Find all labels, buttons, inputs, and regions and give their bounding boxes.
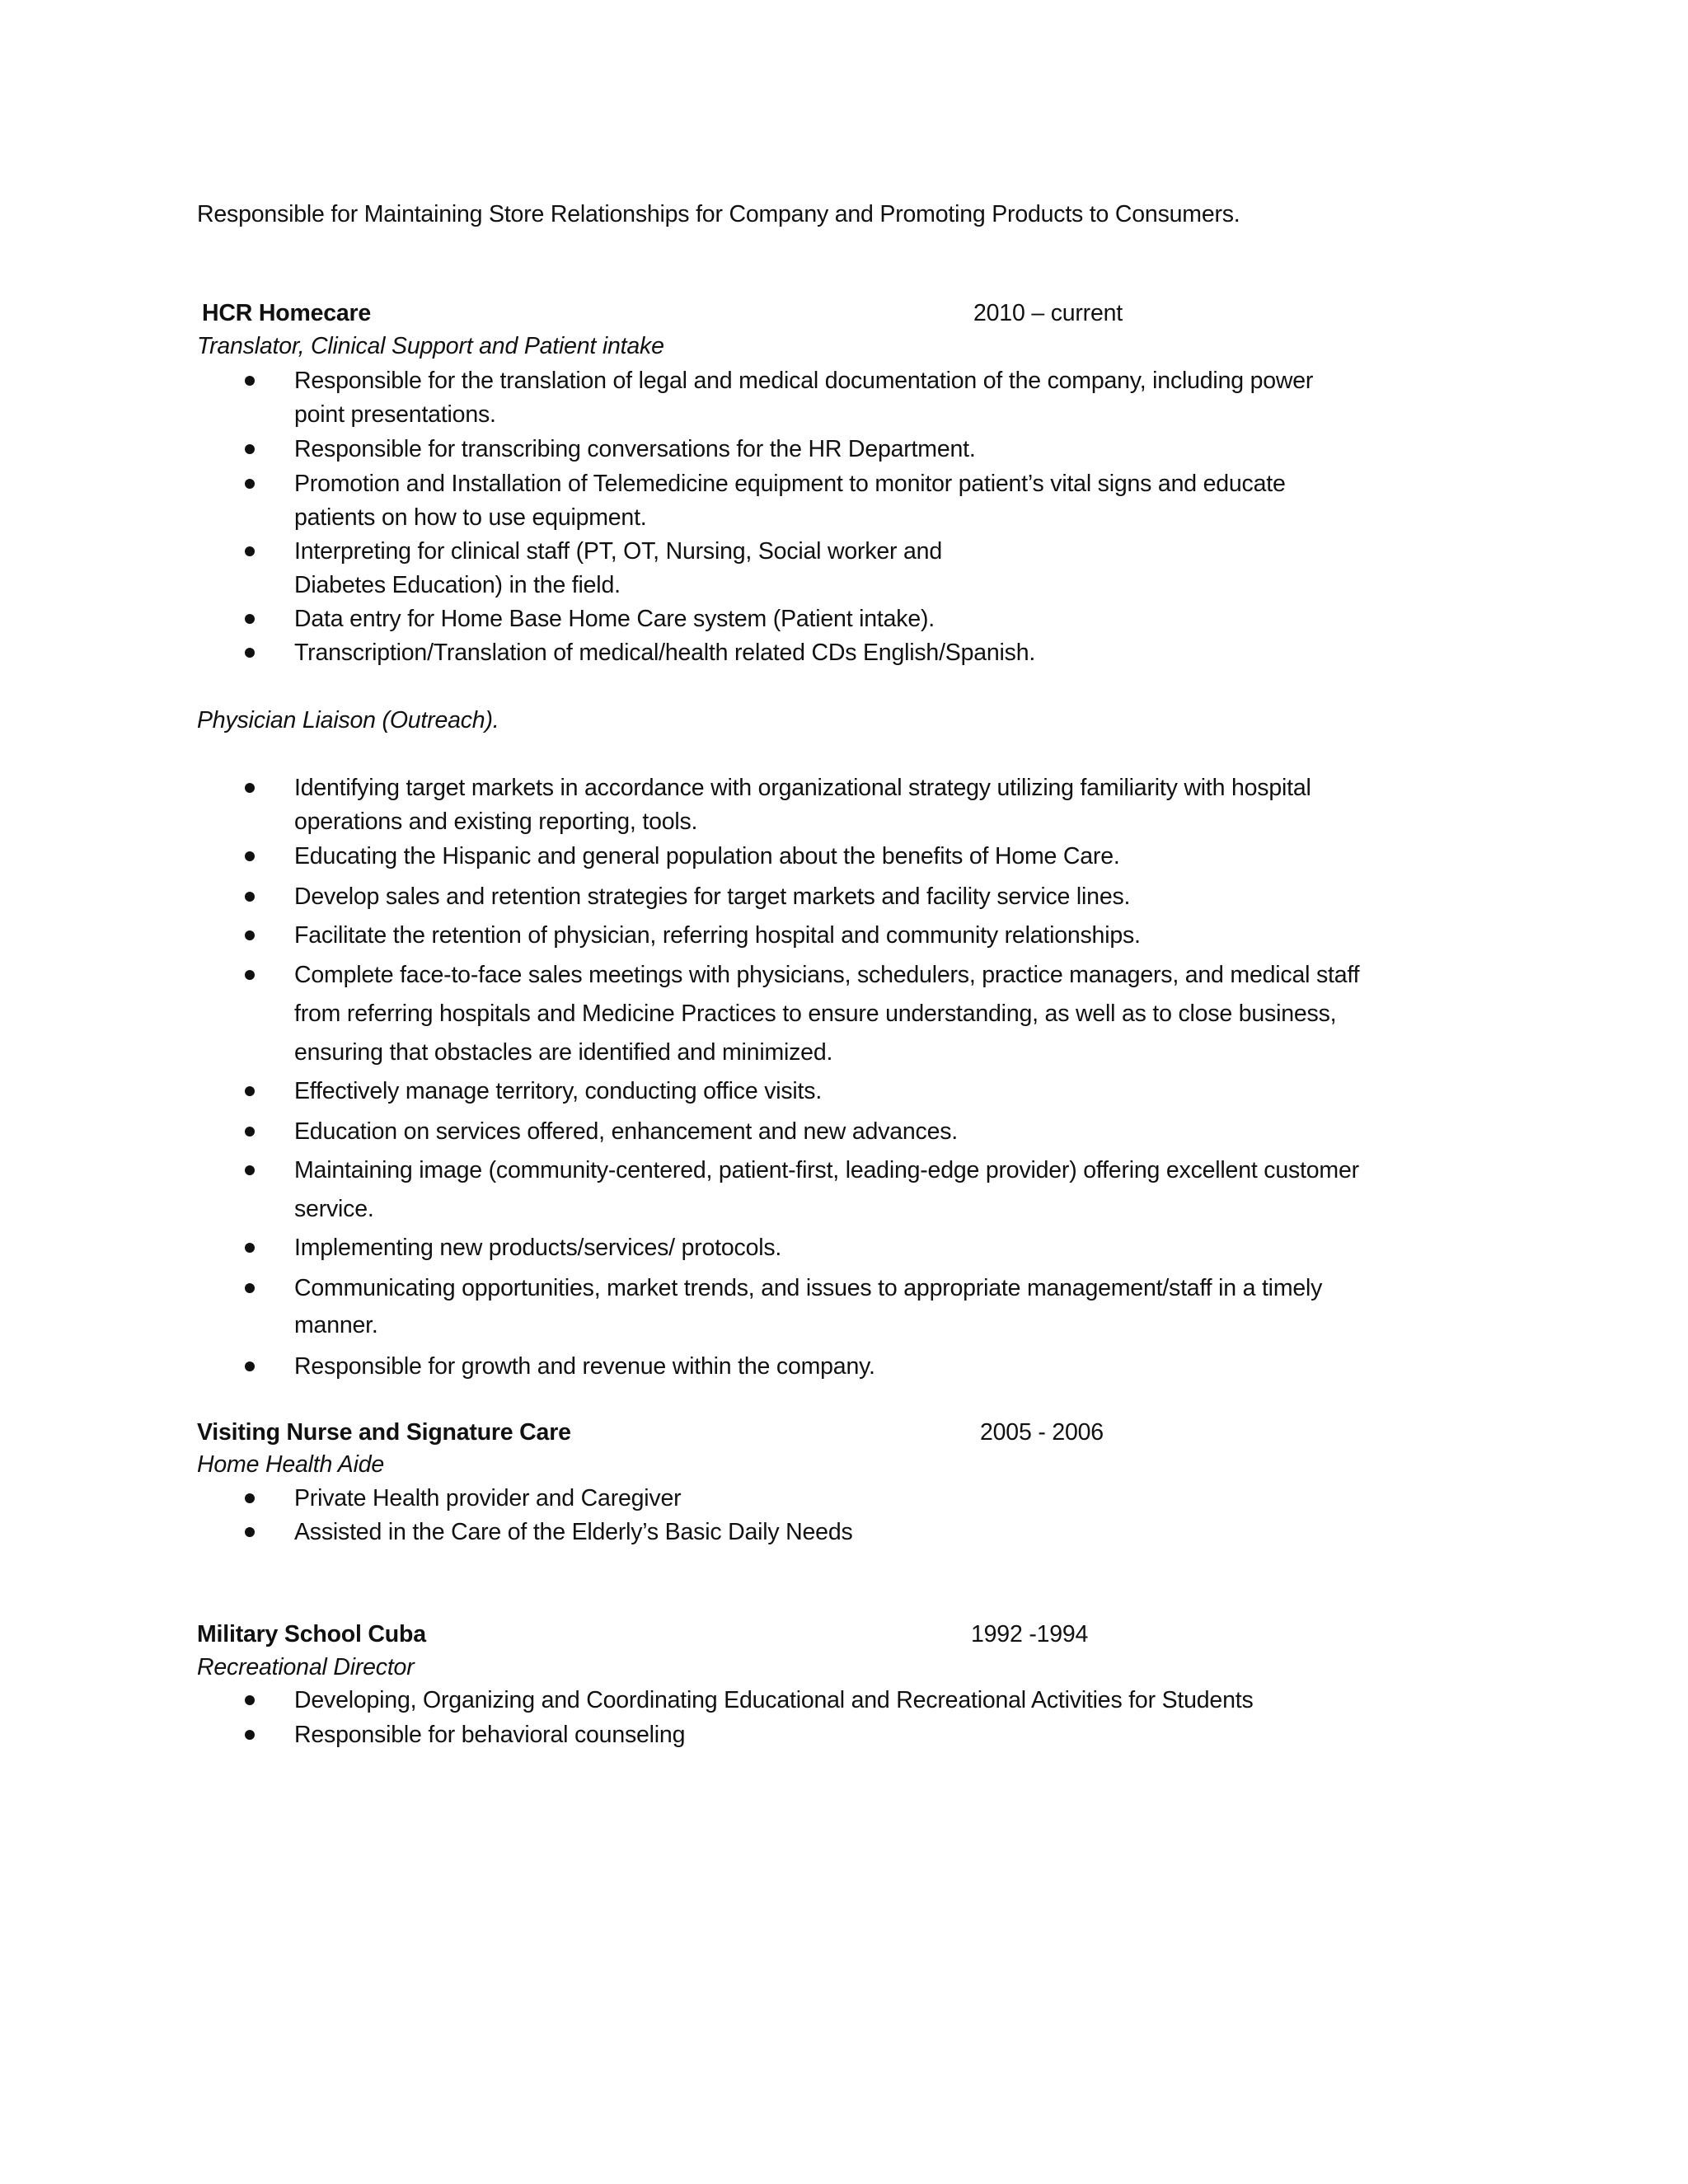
bullet-icon — [245, 546, 255, 556]
job-role: Translator, Clinical Support and Patient intake — [197, 333, 664, 359]
resume-page: Responsible for Maintaining Store Relationships for Company and Promoting Products to Consumers. HCR Homecare 2010 – current Translator, Clinical Support and Patient intake Responsible for the translation of legal and medical documentation of the company, including power point presentations. Responsible for transcribing conversations for the HR Department. Promotion and Installation of Telemedicine equipment to monitor patient’s vital signs and educate patients on how to use equipment. Interpreting for clinical staff (PT, OT, Nursing, Social worker and Diabetes Education) in the field. Data entry for Home Base Home Care system (Patient intake). Transcription/Translation of medical/health related CDs English/Spanish. Physician Liaison (Outreach). Identifying target markets in accordance with organizational strategy utilizing familiarity with hospital operations and existing reporting, tools. Educating the Hispanic and general population about the benefits of Home Care. Develop sales and retention strategies for target markets and facility service lines. Facilitate the retention of physician, referring hospital and community relationships. Complete face-to-face sales meetings with physicians, schedulers, practice managers, and medical staff from referring hospitals and Medicine Practices to ensure understanding, as well as to close business, ensuring that obstacles are identified and minimized. Effectively manage territory, conducting office visits. Education on services offered, enhancement and new advances. Maintaining image (community-centered, patient-first, leading-edge provider) offering excellent customer service. Implementing new products/services/ protocols. Communicating opportunities, market trends, and issues to appropriate management/staff in a timely manner. Responsible for growth and revenue within the company. Visiting Nurse and Signature Care 2005 - 2006 Home Health Aide Private Health provider and Caregiver Assisted in the Care of the Elderly’s Basic Daily Needs Military School Cuba 1992 -1994 Recreational Director Developing, Organizing and Coordinating Educational and Recreational Activities for Students Responsible for behavioral counseling — [0, 0, 1688, 2184]
bullet-icon — [245, 1165, 255, 1175]
job-dates: 2010 – current — [973, 300, 1123, 326]
bullet-icon — [245, 1243, 255, 1253]
company-name: HCR Homecare — [202, 300, 372, 326]
company-name: Military School Cuba — [197, 1621, 426, 1647]
bullet-icon — [245, 892, 255, 902]
bullet-icon — [245, 1527, 255, 1537]
bullet-icon — [245, 970, 255, 980]
bullet-icon — [245, 1730, 255, 1740]
bullet-icon — [245, 614, 255, 624]
bullet-icon — [245, 1361, 255, 1371]
company-name: Visiting Nurse and Signature Care — [197, 1419, 571, 1446]
bullet-icon — [245, 1127, 255, 1137]
bullet-icon — [245, 1695, 255, 1705]
job-dates: 2005 - 2006 — [980, 1419, 1104, 1446]
job-dates: 1992 -1994 — [971, 1621, 1089, 1647]
bullet-icon — [245, 444, 255, 454]
bullet-icon — [245, 851, 255, 861]
bullet-icon — [245, 648, 255, 658]
bullet-icon — [245, 479, 255, 489]
bullet-icon — [245, 783, 255, 793]
bullet-icon — [245, 376, 255, 386]
bullet-icon — [245, 1086, 255, 1096]
job-role: Recreational Director — [197, 1654, 415, 1680]
job-role: Physician Liaison (Outreach). — [197, 707, 499, 733]
intro-text: Responsible for Maintaining Store Relationships for Company and Promoting Products to Consumers. — [197, 201, 1240, 227]
job-role: Home Health Aide — [197, 1451, 385, 1478]
bullet-icon — [245, 1283, 255, 1293]
bullet-icon — [245, 1493, 255, 1503]
bullet-icon — [245, 930, 255, 940]
